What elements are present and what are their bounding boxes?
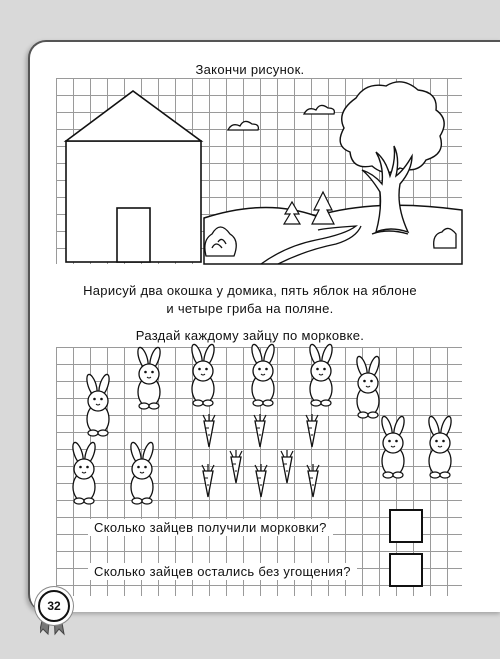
house-icon: [66, 91, 201, 262]
carrot-icon: [254, 414, 266, 447]
carrot-icon: [307, 464, 319, 497]
bunny-icon: [129, 441, 155, 504]
bunny-icon: [85, 373, 111, 436]
house-door: [117, 208, 150, 262]
carrot-icon: [203, 414, 215, 447]
answer-box-1[interactable]: [389, 509, 423, 543]
bunny-icon: [355, 355, 381, 418]
carrot-icon: [202, 464, 214, 497]
bunny-icon: [190, 343, 216, 406]
carrot-icon: [230, 450, 242, 483]
instruction-1: Нарисуй два окошка у домика, пять яблок на яблоне и четыре гриба на поляне.: [83, 283, 417, 316]
cloud-icon: [228, 105, 334, 130]
bunny-icon: [427, 415, 453, 478]
answer-box-2[interactable]: [389, 553, 423, 587]
instruction-2: Раздай каждому зайцу по морковке.: [135, 328, 365, 343]
carrot-icon: [306, 414, 318, 447]
carrot-icon: [255, 464, 267, 497]
carrot-icon: [281, 450, 293, 483]
bunny-icon: [250, 343, 276, 406]
bunny-icon: [71, 441, 97, 504]
page-number-badge: 32: [38, 590, 70, 622]
house-and-tree-scene: [56, 78, 462, 264]
bunny-icon: [308, 343, 334, 406]
exercise-title: Закончи рисунок.: [195, 62, 305, 77]
landscape: [204, 205, 462, 264]
question-2: Сколько зайцев остались без угощения?: [88, 563, 357, 580]
bunny-icon: [136, 346, 162, 409]
question-1: Сколько зайцев получили морковки?: [88, 519, 333, 536]
bunny-icon: [380, 415, 406, 478]
